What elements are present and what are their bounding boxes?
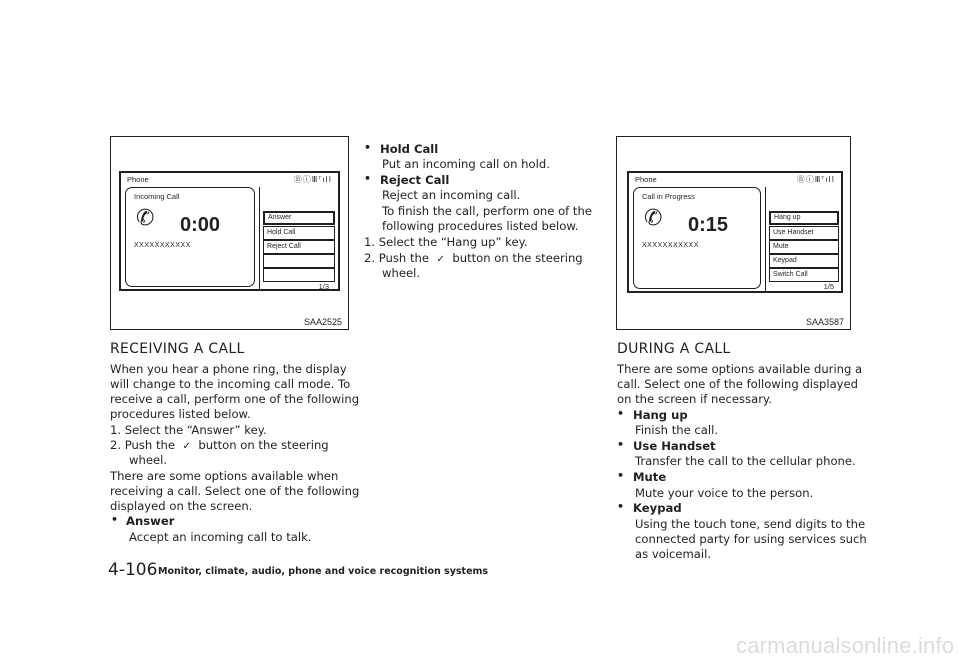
bullet: • [111,513,119,526]
option-keypad-label: Keypad [633,501,682,515]
menu-item-hold-call[interactable]: Hold Call [263,226,335,240]
options-line: receiving a call. Select one of the following [110,484,360,498]
step-1: 1. Select the “Answer” key. [110,423,267,437]
caller-number: XXXXXXXXXXX [134,242,191,249]
menu-item-switch-call[interactable]: Switch Call [769,268,839,282]
option-hang-up-desc: Finish the call. [635,423,719,437]
page-indicator: 1/3 [318,282,329,291]
steering-phone-icon: ✓ [182,441,191,452]
call-panel [125,187,255,287]
menu-item-answer[interactable]: Answer [263,211,335,225]
intro-line: When you hear a phone ring, the display [110,362,347,376]
figure-caption: SAA3587 [805,317,844,327]
menu-item-keypad[interactable]: Keypad [769,254,839,268]
step-2-text-cont: button on the steering [198,438,329,452]
option-use-handset-desc: Transfer the call to the cellular phone. [635,454,856,468]
phone-handset-icon: ✆ [136,206,155,231]
bullet: • [617,438,625,451]
option-answer-label: Answer [126,514,175,528]
figure-caption: SAA2525 [303,317,342,327]
menu-item-empty [263,268,335,282]
bullet: • [617,469,625,482]
bullet: • [364,141,372,154]
finish-line: To finish the call, perform one of the [382,204,592,218]
menu-item-use-handset[interactable]: Use Handset [769,226,839,240]
call-panel [633,187,761,289]
step-2 [110,438,329,454]
option-reject-desc: Reject an incoming call. [382,188,521,202]
step-2-continued: wheel. [382,266,421,280]
intro-line: procedures listed below. [110,407,251,421]
phone-handset-icon: ✆ [644,206,663,231]
option-keypad-desc: Using the touch tone, send digits to the [635,517,866,531]
call-timer: 0:15 [688,214,729,236]
steering-phone-icon: ✓ [436,254,445,265]
step-2-text-cont: button on the steering [452,251,583,265]
caller-number: XXXXXXXXXXX [642,242,699,249]
status-icons: ⒷⓘⅢᵀıll [293,175,332,184]
phone-screen [627,171,843,293]
panel-title: Call in Progress [642,192,695,201]
menu-item-empty [263,254,335,268]
section-footer: Monitor, climate, audio, phone and voice recognition systems [158,566,489,577]
menu-item-reject-call[interactable]: Reject Call [263,240,335,254]
bullet: • [617,500,625,513]
options-line: displayed on the screen. [110,499,253,513]
status-icons: ⒷⓘⅢᵀıll [796,175,835,184]
intro-line: There are some options available during a [617,362,863,376]
options-line: There are some options available when [110,469,339,483]
step-2-text: 2. Push the [364,251,429,265]
panel-title: Incoming Call [134,192,180,201]
intro-line: will change to the incoming call mode. To [110,377,351,391]
option-use-handset-label: Use Handset [633,439,716,453]
call-timer: 0:00 [180,214,221,236]
menu-item-mute[interactable]: Mute [769,240,839,254]
option-reject-label: Reject Call [380,173,450,187]
call-menu [765,187,844,291]
page-number: 4-106 [108,560,158,580]
finish-line: following procedures listed below. [382,219,579,233]
step-2-text: 2. Push the [110,438,175,452]
phone-screen [119,171,340,291]
call-menu [259,187,339,291]
intro-line: on the screen if necessary. [617,392,772,406]
intro-line: receive a call, perform one of the following [110,392,360,406]
option-mute-desc: Mute your voice to the person. [635,486,814,500]
option-answer-desc: Accept an incoming call to talk. [129,530,312,544]
figure-call-in-progress [616,136,851,330]
figure-incoming-call [110,136,349,330]
screen-title: Phone [635,175,657,184]
screen-title: Phone [127,175,149,184]
intro-line: call. Select one of the following displayed [617,377,859,391]
menu-item-hang-up[interactable]: Hang up [769,211,839,225]
option-mute-label: Mute [633,470,667,484]
option-keypad-desc: as voicemail. [635,547,712,561]
section-heading: DURING A CALL [617,341,731,357]
bullet: • [617,407,625,420]
option-hold-label: Hold Call [380,142,439,156]
page-indicator: 1/5 [823,282,834,291]
option-hold-desc: Put an incoming call on hold. [382,157,550,171]
bullet: • [364,172,372,185]
watermark: carmanualsonline.info [736,633,955,658]
step-1: 1. Select the “Hang up” key. [364,235,528,249]
step-2-continued: wheel. [129,453,168,467]
option-keypad-desc: connected party for using services such [635,532,867,546]
section-heading: RECEIVING A CALL [110,341,245,357]
option-hang-up-label: Hang up [633,408,688,422]
step-2 [364,251,583,267]
